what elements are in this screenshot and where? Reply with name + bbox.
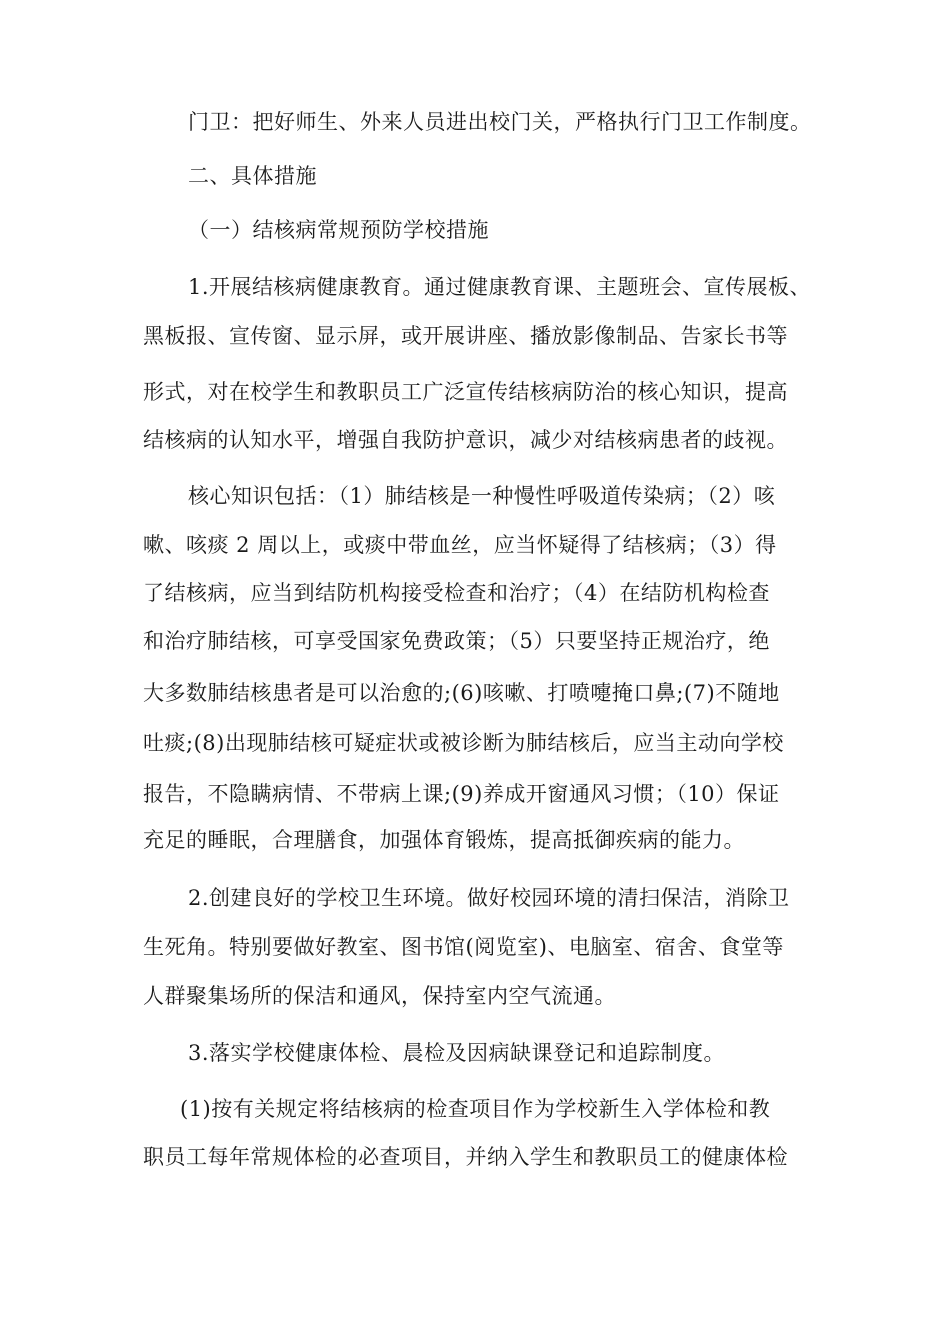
paragraph-line: 结核病的认知水平，增强自我防护意识，减少对结核病患者的歧视。 bbox=[143, 428, 788, 452]
paragraph-line: 吐痰;(8)出现肺结核可疑症状或被诊断为肺结核后，应当主动向学校 bbox=[143, 731, 784, 755]
paragraph-line: 了结核病，应当到结防机构接受检查和治疗；（4）在结防机构检查 bbox=[143, 581, 770, 605]
paragraph-line: 2.创建良好的学校卫生环境。做好校园环境的清扫保洁，消除卫 bbox=[188, 886, 790, 910]
paragraph-line: 报告，不隐瞒病情、不带病上课;(9)养成开窗通风习惯；（10）保证 bbox=[143, 782, 780, 806]
paragraph-line: 和治疗肺结核，可享受国家免费政策；（5）只要坚持正规治疗，绝 bbox=[143, 629, 770, 653]
paragraph-gatekeeper: 门卫：把好师生、外来人员进出校门关，严格执行门卫工作制度。 bbox=[188, 110, 812, 134]
paragraph-line: 人群聚集场所的保洁和通风，保持室内空气流通。 bbox=[143, 984, 616, 1008]
paragraph-line: 黑板报、宣传窗、显示屏，或开展讲座、播放影像制品、告家长书等 bbox=[143, 324, 788, 348]
paragraph-line: (1)按有关规定将结核病的检查项目作为学校新生入学体检和教 bbox=[180, 1097, 771, 1121]
paragraph-line: 大多数肺结核患者是可以治愈的;(6)咳嗽、打喷嚏掩口鼻;(7)不随地 bbox=[143, 681, 780, 705]
subsection-heading-prevention: （一）结核病常规预防学校措施 bbox=[188, 218, 489, 242]
paragraph-line: 生死角。特别要做好教室、图书馆(阅览室)、电脑室、宿舍、食堂等 bbox=[143, 935, 784, 959]
section-heading-measures: 二、具体措施 bbox=[188, 164, 317, 188]
paragraph-line: 职员工每年常规体检的必查项目，并纳入学生和教职员工的健康体检 bbox=[143, 1145, 788, 1169]
paragraph-line: 嗽、咳痰 2 周以上，或痰中带血丝，应当怀疑得了结核病；（3）得 bbox=[143, 533, 777, 557]
paragraph-line: 3.落实学校健康体检、晨检及因病缺课登记和追踪制度。 bbox=[188, 1041, 726, 1065]
paragraph-line: 核心知识包括：（1）肺结核是一种慢性呼吸道传染病；（2）咳 bbox=[188, 484, 776, 508]
paragraph-line: 充足的睡眠，合理膳食，加强体育锻炼，提高抵御疾病的能力。 bbox=[143, 828, 745, 852]
paragraph-line: 形式，对在校学生和教职员工广泛宣传结核病防治的核心知识，提高 bbox=[143, 380, 788, 404]
paragraph-line: 1.开展结核病健康教育。通过健康教育课、主题班会、宣传展板、 bbox=[188, 275, 812, 299]
